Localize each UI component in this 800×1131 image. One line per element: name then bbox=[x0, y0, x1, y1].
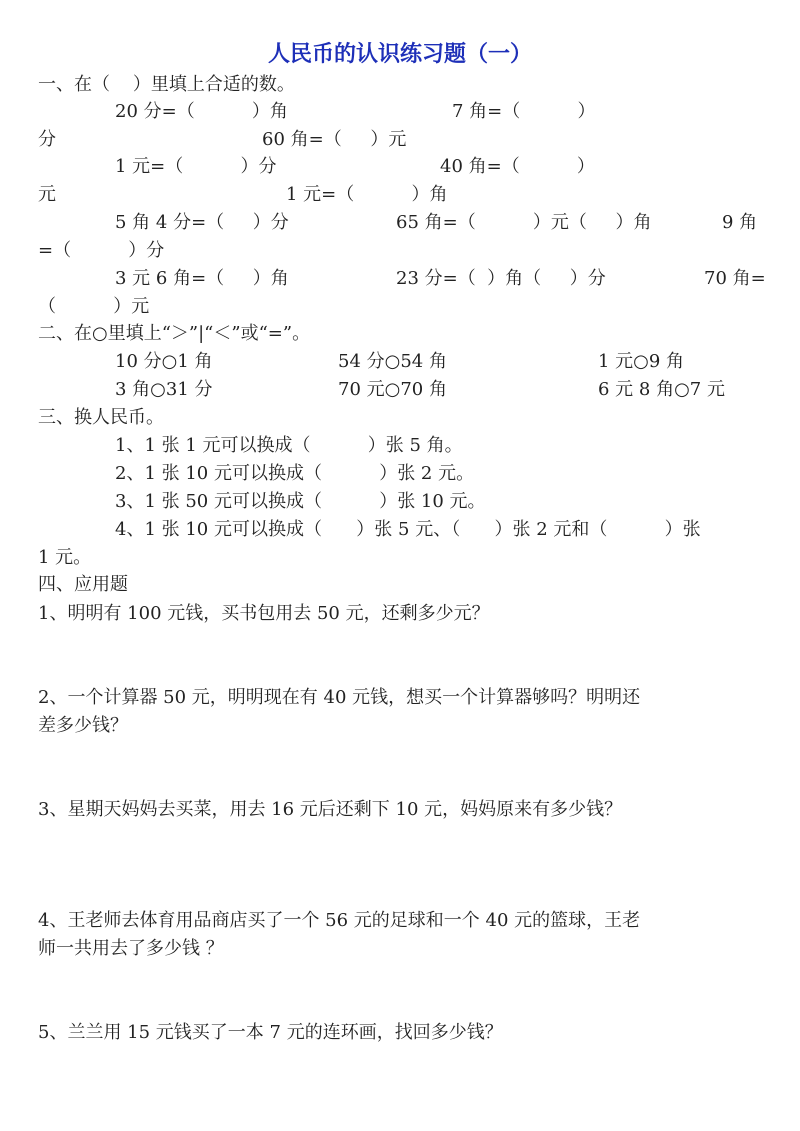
fill-line-2a: 分 bbox=[38, 129, 56, 150]
fill-line-5c: 9 角 bbox=[722, 212, 758, 233]
fill-line-4a: 元 bbox=[38, 184, 56, 205]
worksheet-title: 人民币的认识练习题（一） bbox=[267, 41, 532, 67]
compare-2-2: 70 元○70 角 bbox=[338, 379, 447, 400]
section2-heading: 二、在○里填上“＞”|“＜”或“=”。 bbox=[38, 323, 311, 344]
fill-line-6a: =（ ）分 bbox=[38, 240, 165, 261]
fill-line-1a: 20 分=（ ）角 bbox=[115, 101, 288, 122]
fill-line-7c: 70 角= bbox=[704, 268, 766, 289]
fill-line-3a: 1 元=（ ）分 bbox=[115, 156, 277, 177]
fill-line-5a: 5 角 4 分=（ ）分 bbox=[115, 212, 289, 233]
section3-heading: 三、换人民币。 bbox=[38, 407, 164, 428]
compare-1-2: 54 分○54 角 bbox=[338, 351, 447, 372]
section1-heading: 一、在（ ）里填上合适的数。 bbox=[38, 74, 295, 95]
word-problem-2-line2: 差多少钱？ bbox=[38, 715, 128, 736]
exchange-item-4-continuation: 1 元。 bbox=[38, 547, 92, 568]
compare-2-1: 3 角○31 分 bbox=[115, 379, 213, 400]
fill-line-5b: 65 角=（ ）元（ ）角 bbox=[396, 212, 652, 233]
fill-line-8a: （ ）元 bbox=[38, 296, 150, 317]
fill-line-1b: 7 角=（ ） bbox=[452, 101, 596, 122]
word-problem-4-line1: 4、王老师去体育用品商店买了一个 56 元的足球和一个 40 元的篮球，王老 bbox=[38, 910, 641, 931]
exchange-item-4: 4、1 张 10 元可以换成（ ）张 5 元、（ ）张 2 元和（ ）张 bbox=[115, 519, 701, 540]
exchange-item-1: 1、1 张 1 元可以换成（ ）张 5 角。 bbox=[115, 435, 463, 456]
compare-2-3: 6 元 8 角○7 元 bbox=[598, 379, 725, 400]
word-problem-1: 1、明明有 100 元钱，买书包用去 50 元，还剩多少元？ bbox=[38, 603, 490, 624]
fill-line-7b: 23 分=（ ）角（ ）分 bbox=[396, 268, 606, 289]
word-problem-3: 3、星期天妈妈去买菜，用去 16 元后还剩下 10 元，妈妈原来有多少钱？ bbox=[38, 799, 623, 820]
word-problem-4-line2: 师一共用去了多少钱 ？ bbox=[38, 938, 224, 959]
fill-line-2b: 60 角=（ ）元 bbox=[262, 129, 407, 150]
compare-1-3: 1 元○9 角 bbox=[598, 351, 685, 372]
exchange-item-3: 3、1 张 50 元可以换成（ ）张 10 元。 bbox=[115, 491, 486, 512]
word-problem-2-line1: 2、一个计算器 50 元，明明现在有 40 元钱，想买一个计算器够吗？明明还 bbox=[38, 687, 641, 708]
compare-1-1: 10 分○1 角 bbox=[115, 351, 213, 372]
fill-line-7a: 3 元 6 角=（ ）角 bbox=[115, 268, 289, 289]
section4-heading: 四、应用题 bbox=[38, 574, 128, 595]
fill-line-3b: 40 角=（ ） bbox=[440, 156, 595, 177]
word-problem-5: 5、兰兰用 15 元钱买了一本 7 元的连环画，找回多少钱？ bbox=[38, 1022, 503, 1043]
exchange-item-2: 2、1 张 10 元可以换成（ ）张 2 元。 bbox=[115, 463, 475, 484]
fill-line-4b: 1 元=（ ）角 bbox=[286, 184, 448, 205]
